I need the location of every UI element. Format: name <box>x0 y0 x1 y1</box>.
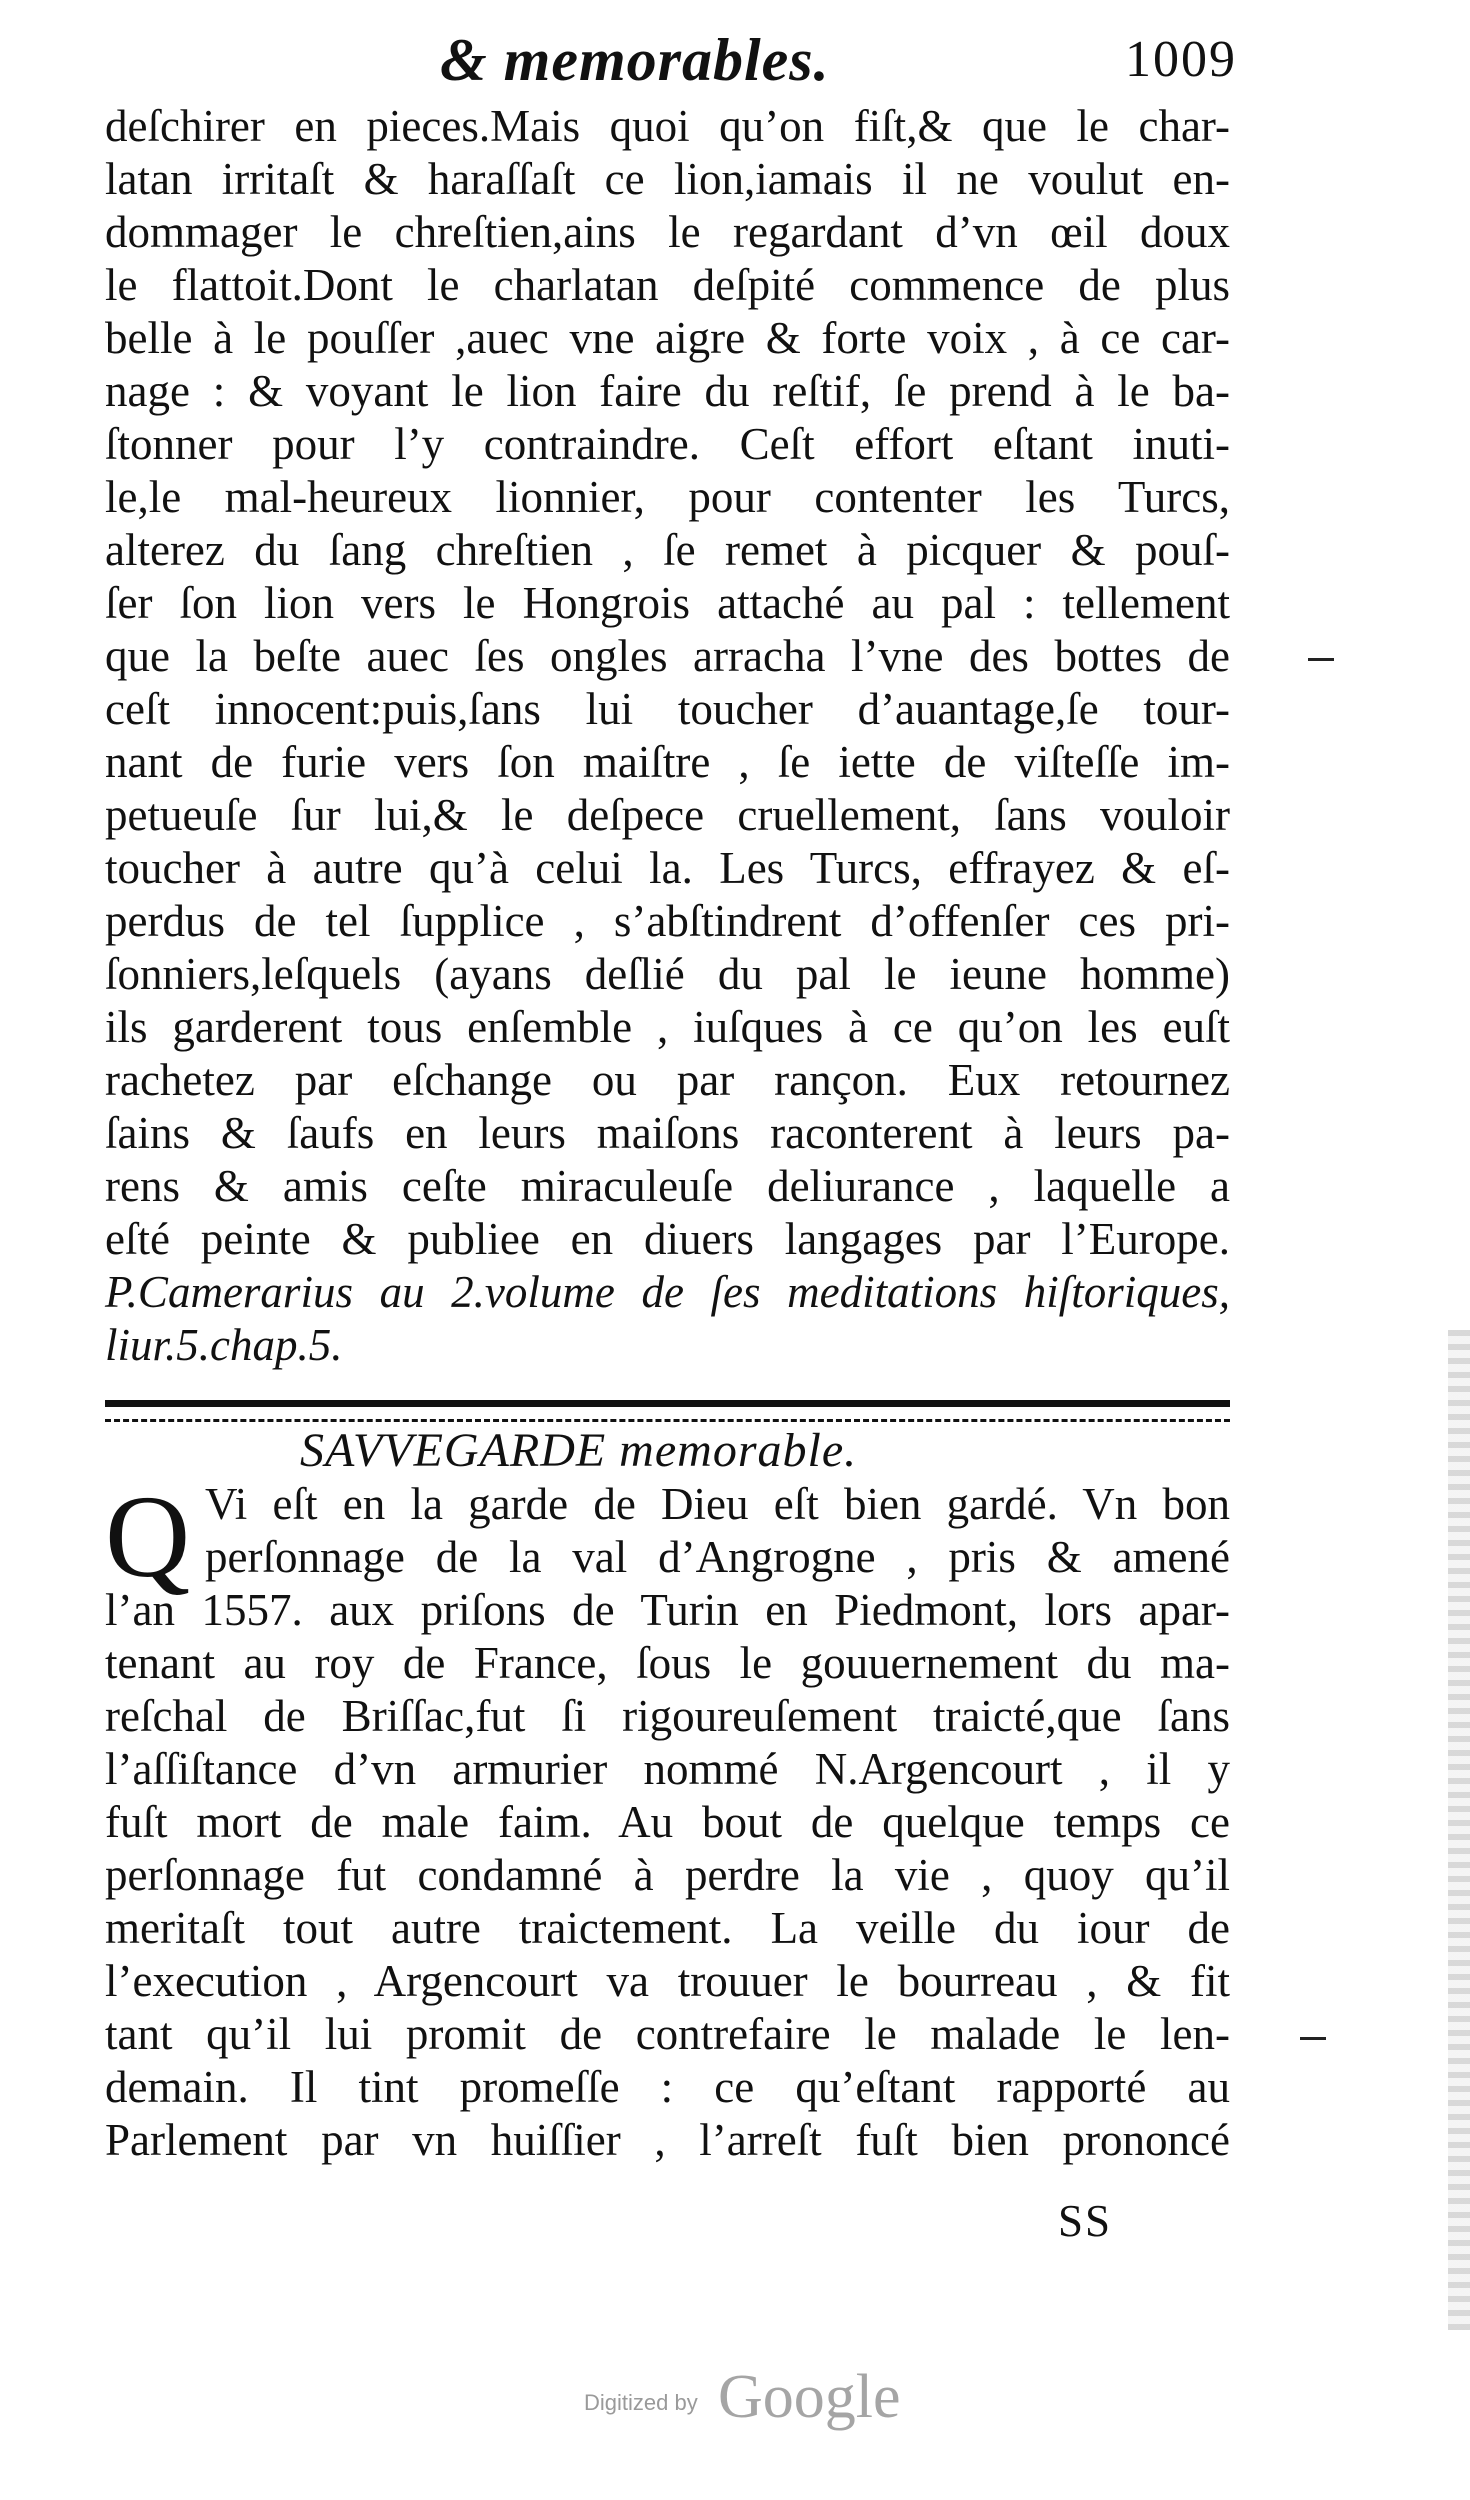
text-line: ſer ſon lion vers le Hongrois attaché au pal : tellement <box>105 578 1230 628</box>
text-line: l’an 1557. aux priſons de Turin en Piedmont, lors apar- <box>105 1585 1230 1635</box>
running-title: & memorables. <box>440 27 830 93</box>
text-line: perdus de tel ſupplice , s’abſtindrent d’offenſer ces pri- <box>105 896 1230 946</box>
text-line: ſonniers,leſquels (ayans deſlié du pal le ieune homme) <box>105 949 1230 999</box>
section-divider <box>105 1400 1230 1422</box>
text-line: ils garderent tous enſemble , iuſques à ce qu’on les euſt <box>105 1002 1230 1052</box>
text-line: dommager le chreſtien,ains le regardant d’vn œil doux <box>105 207 1230 257</box>
text-line: le,le mal-heureux lionnier, pour contenter les Turcs, <box>105 472 1230 522</box>
page-header <box>0 26 1470 106</box>
text-line: petueuſe ſur lui,& le deſpece cruellement, ſans vouloir <box>105 790 1230 840</box>
text-line: tant qu’il lui promit de contrefaire le malade le len- <box>105 2009 1230 2059</box>
page-number: 1009 <box>1125 31 1237 88</box>
text-line: deſchirer en pieces.Mais quoi qu’on fiſt,& que le char- <box>105 101 1230 151</box>
section-title: SAVVEGARDE memorable. <box>300 1424 858 1477</box>
text-line: demain. Il tint promeſſe : ce qu’eſtant rapporté au <box>105 2062 1230 2112</box>
text-line: fuſt mort de male faim. Au bout de quelque temps ce <box>105 1797 1230 1847</box>
text-line: perſonnage de la val d’Angrogne , pris & amené <box>205 1532 1230 1582</box>
text-line: rachetez par eſchange ou par rançon. Eux retournez <box>105 1055 1230 1105</box>
text-line: eſté peinte & publiee en diuers langages par l’Europe. <box>105 1214 1230 1264</box>
citation-line: liur.5.chap.5. <box>105 1320 343 1370</box>
text-line: meritaſt tout autre traictement. La veille du iour de <box>105 1903 1230 1953</box>
text-line: le flattoit.Dont le charlatan deſpité commence de plus <box>105 260 1230 310</box>
paragraph-savvegarde <box>105 1471 1230 2167</box>
text-line: belle à le pouſſer ,auec vne aigre & forte voix , à ce car- <box>105 313 1230 363</box>
text-line: l’execution , Argencourt va trouuer le bourreau , & fit <box>105 1956 1230 2006</box>
text-line: Parlement par vn huiſſier , l’arreſt fuſt bien prononcé <box>105 2115 1230 2165</box>
text-line: nage : & voyant le lion faire du reſtif, ſe prend à le ba- <box>105 366 1230 416</box>
margin-dash <box>1308 658 1334 661</box>
text-line: perſonnage fut condamné à perdre la vie , quoy qu’il <box>105 1850 1230 1900</box>
text-line: ſains & ſaufs en leurs maiſons raconterent à leurs pa- <box>105 1108 1230 1158</box>
paragraph-continued <box>105 100 1230 1372</box>
page-edge-shadow <box>1448 1330 1470 2330</box>
text-line: nant de furie vers ſon maiſtre , ſe iette de viſteſſe im- <box>105 737 1230 787</box>
text-line: l’aſſiſtance d’vn armurier nommé N.Argencourt , il y <box>105 1744 1230 1794</box>
text-line: ſtonner pour l’y contraindre. Ceſt effort eſtant inuti- <box>105 419 1230 469</box>
text-line: alterez du ſang chreſtien , ſe remet à picquer & pouſ- <box>105 525 1230 575</box>
digitized-by-label: Digitized by <box>584 2390 698 2415</box>
text-line: toucher à autre qu’à celui la. Les Turcs, effrayez & eſ- <box>105 843 1230 893</box>
drop-cap: Q <box>105 1471 191 1602</box>
google-watermark: Google <box>718 2363 901 2431</box>
text-line: tenant au roy de France, ſous le gouuernement du ma- <box>105 1638 1230 1688</box>
margin-dash <box>1300 2037 1326 2040</box>
text-line: latan irritaſt & haraſſaſt ce lion,iamais il ne voulut en- <box>105 154 1230 204</box>
text-line: Vi eſt en la garde de Dieu eſt bien gardé. Vn bon <box>205 1479 1230 1529</box>
text-line: que la beſte auec ſes ongles arracha l’vne des bottes de <box>105 631 1230 681</box>
text-line: reſchal de Briſſac,fut ſi rigoureuſement traicté,que ſans <box>105 1691 1230 1741</box>
text-line: rens & amis ceſte miraculeuſe deliurance , laquelle a <box>105 1161 1230 1211</box>
text-line: ceſt innocent:puis,ſans lui toucher d’auantage,ſe tour- <box>105 684 1230 734</box>
citation-line: P.Camerarius au 2.volume de ſes meditations hiſtoriques, <box>105 1267 1230 1317</box>
signature-mark: SS <box>1058 2196 1113 2246</box>
